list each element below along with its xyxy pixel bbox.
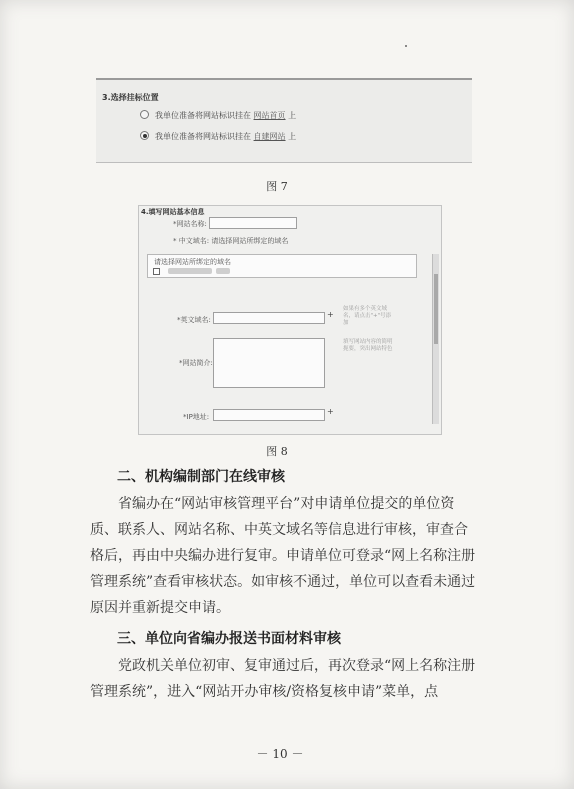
position-option-homepage[interactable] — [140, 110, 296, 121]
own-site-link[interactable]: 自建网站 — [253, 132, 286, 141]
domain-select-panel — [147, 254, 417, 278]
cn-domain-label: * 中文域名: — [173, 237, 210, 245]
option-suffix: 上 — [288, 111, 297, 120]
option-suffix: 上 — [288, 132, 297, 141]
position-option-own-site[interactable] — [140, 131, 296, 142]
cn-domain-row — [173, 236, 288, 246]
homepage-link[interactable]: 网站首页 — [253, 111, 286, 120]
section-2-body — [90, 491, 480, 621]
ip-input[interactable] — [213, 409, 325, 421]
site-name-input[interactable] — [209, 217, 297, 229]
intro-textarea[interactable] — [213, 338, 325, 388]
figure-8-section-title: 4.填写网站基本信息 — [141, 208, 205, 216]
en-domain-hint: 如果有多个英文域名，请点击"+"号添加 — [343, 306, 392, 326]
en-domain-label: *英文域名: — [177, 316, 211, 324]
figure-8-screenshot — [138, 205, 442, 435]
ip-label: *IP地址: — [183, 413, 210, 421]
figure-7-screenshot — [96, 78, 472, 163]
page-number: － 10 － — [256, 747, 304, 761]
scan-speck — [405, 45, 407, 47]
domain-checkbox[interactable] — [153, 268, 160, 275]
blurred-domain — [216, 268, 230, 274]
option-text: 我单位准备将网站标识挂在 — [155, 111, 251, 120]
section-3-paragraph: 党政机关单位初审、复审通过后，再次登录“网上名称注册管理系统”，进入“网站开办审核/资格复核申请”菜单，点 — [90, 658, 476, 700]
radio-selected-icon[interactable] — [140, 131, 149, 140]
section-2-paragraph: 省编办在“网站审核管理平台”对申请单位提交的单位资质、联系人、网站名称、中英文域名等信息进行审核，审查合格后，再由中央编办进行复审。申请单位可登录“网上名称注册管理系统”查看审核状态。如审核不通过，单位可以查看未通过原因并重新提交申请。 — [90, 496, 476, 616]
add-icon[interactable]: + — [327, 310, 334, 319]
site-name-label: *网站名称: — [173, 220, 207, 228]
select-domain-label: 请选择网站所绑定的域名 — [154, 258, 231, 266]
radio-icon[interactable] — [140, 110, 149, 119]
add-icon[interactable]: + — [327, 407, 334, 416]
scrollbar-thumb[interactable] — [434, 274, 438, 344]
blurred-domain — [168, 268, 212, 274]
scrollbar[interactable] — [432, 254, 439, 424]
figure-7-section-title: 3.选择挂标位置 — [102, 93, 159, 102]
section-2-heading: 二、机构编制部门在线审核 — [117, 469, 285, 485]
section-3-heading: 三、单位向省编办报送书面材料审核 — [117, 631, 341, 647]
intro-label: *网站简介: — [179, 359, 213, 367]
section-3-body — [90, 653, 480, 705]
option-text: 我单位准备将网站标识挂在 — [155, 132, 251, 141]
intro-hint: 填写网站内容的简明扼要，突出网站特色 — [343, 339, 393, 352]
figure-7-caption: 图 7 — [266, 180, 288, 193]
en-domain-input[interactable] — [213, 312, 325, 324]
cn-domain-value: 请选择网站所绑定的域名 — [211, 237, 289, 245]
figure-8-caption: 图 8 — [266, 445, 288, 458]
